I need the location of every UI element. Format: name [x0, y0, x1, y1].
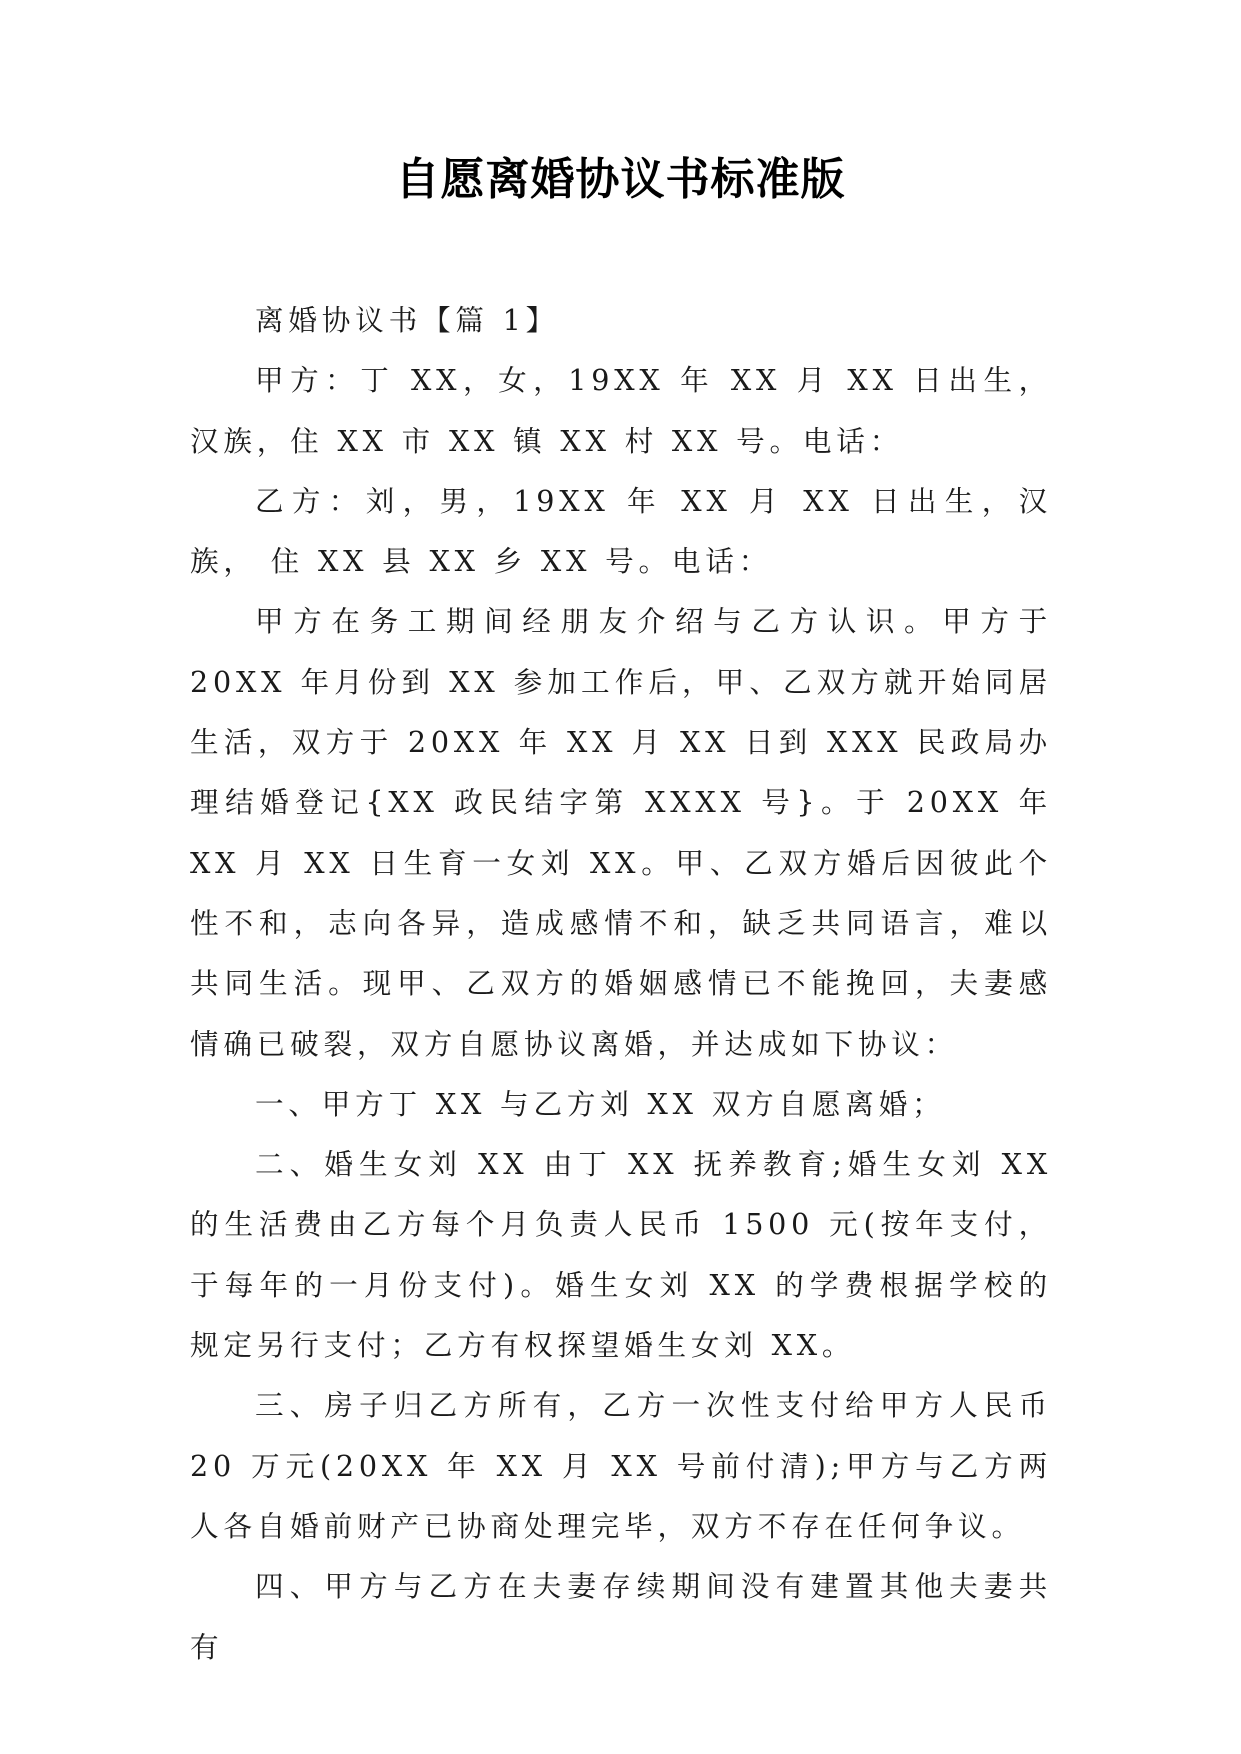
clause-2: 二、婚生女刘 XX 由丁 XX 抚养教育;婚生女刘 XX 的生活费由乙方每个月负责人民币 1500 元(按年支付，于每年的一月份支付)。婚生女刘 XX 的学费根据学校的规定另行支付；乙方有权探望婚生女刘 XX。	[190, 1147, 1052, 1363]
document-body	[190, 290, 1052, 1677]
section-heading: 离婚协议书【篇 1】	[255, 303, 560, 337]
party-a-paragraph: 甲方：丁 XX，女，19XX 年 XX 月 XX 日出生，汉族，住 XX 市 XX 镇 XX 村 XX 号。电话：	[190, 363, 1052, 458]
document-title: 自愿离婚协议书标准版	[395, 154, 846, 205]
clause-3: 三、房子归乙方所有，乙方一次性支付给甲方人民币 20 万元(20XX 年 XX 月 XX 号前付清);甲方与乙方两人各自婚前财产已协商处理完毕，双方不存在任何争议。	[190, 1388, 1052, 1543]
party-b-paragraph: 乙方：刘，男，19XX 年 XX 月 XX 日出生，汉族， 住 XX 县 XX 乡 XX 号。电话：	[190, 483, 1052, 579]
clause-1: 一、甲方丁 XX 与乙方刘 XX 双方自愿离婚；	[255, 1086, 946, 1121]
clause-4: 四、甲方与乙方在夫妻存续期间没有建置其他夫妻共有	[190, 1569, 1052, 1664]
background-paragraph: 甲方在务工期间经朋友介绍与乙方认识。甲方于 20XX 年月份到 XX 参加工作后，甲、乙双方就开始同居生活，双方于 20XX 年 XX 月 XX 日到 XXX 民政局办理结婚登记{XX 政民结字第 XXXX 号}。于 20XX 年 XX 月 XX 日生育一女刘 XX。甲、乙双方婚后因彼此个性不和，志向各异，造成感情不和，缺乏共同语言，难以共同生活。现甲、乙双方的婚姻感情已不能挽回，夫妻感情确已破裂，双方自愿协议离婚，并达成如下协议：	[190, 604, 1052, 1061]
